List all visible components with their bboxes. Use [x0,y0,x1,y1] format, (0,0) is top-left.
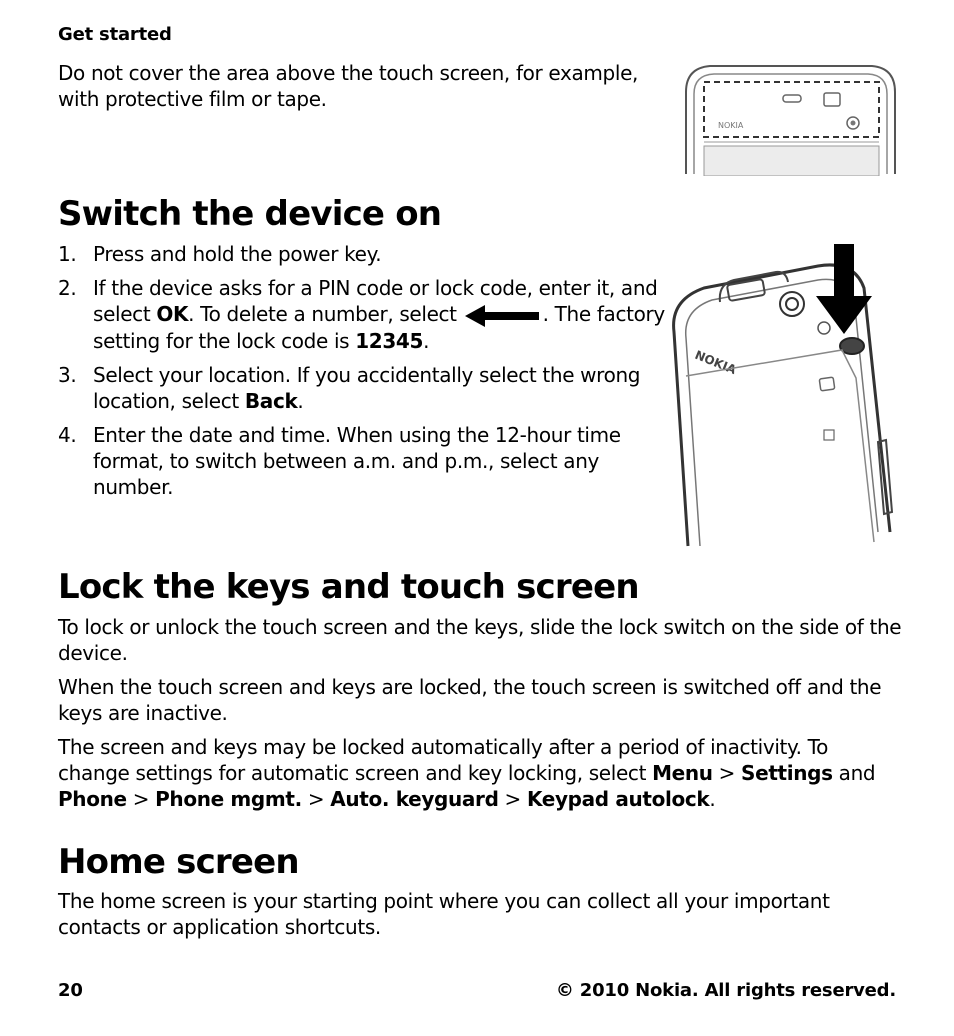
menu-path-keypad-autolock: Keypad autolock [526,787,710,811]
paragraph-text: . [709,787,716,811]
phone-top-illustration [684,62,898,176]
menu-path-auto-keyguard: Auto. keyguard [330,787,499,811]
path-separator: > [132,787,150,811]
path-separator: > [504,787,521,811]
step-number: 3. [58,362,77,387]
step-number: 4. [58,422,77,447]
step-number: 1. [58,242,77,266]
heading-home-screen: Home screen [58,842,299,882]
nokia-logo-small: NOKIA [718,121,744,130]
menu-path-settings: Settings [741,761,833,785]
step-text: Enter the date and time. When using the 12-hour time format, to switch between a.m. and p.m., select any number. [93,422,621,499]
menu-path-menu: Menu [652,761,713,785]
home-paragraph: The home screen is your starting point where you can collect all your important contacts or application shortcuts. [58,889,830,939]
step-text: . The factory setting for the lock code is [93,302,665,353]
step-text: If the device asks for a PIN code or lock code, enter it, and select [93,276,658,326]
switch-on-steps [58,241,668,508]
paragraph-text: The screen and keys may be locked automatically after a period of inactivity. To change settings for automatic screen and key locking, select [58,735,829,785]
lock-paragraph-3 [58,734,903,812]
step-text: . To delete a number, select [188,302,463,326]
lock-code-value: 12345 [355,328,424,353]
backspace-arrow-icon [465,304,541,328]
menu-path-phone-mgmt: Phone mgmt. [155,787,302,811]
step-text: . [423,328,430,353]
lock-paragraph-1: To lock or unlock the touch screen and the keys, slide the lock switch on the side of the device. [58,615,902,665]
paragraph-text: and [832,761,876,785]
step-text: . [297,388,304,413]
step-text: Press and hold the power key. [93,242,382,266]
step-4 [58,422,668,500]
step-3 [58,362,668,414]
nokia-logo: NOKIA [692,347,739,378]
back-softkey-label: Back [244,388,298,413]
step-text: Select your location. If you accidentally select the wrong location, select [93,362,641,413]
running-header: Get started [58,24,172,45]
path-separator: > [718,761,736,785]
path-separator: > [307,787,325,811]
heading-switch-on: Switch the device on [58,194,442,234]
page-number: 20 [58,980,83,1001]
lock-section [58,614,903,820]
phone-power-key-illustration [668,242,896,548]
copyright-notice: © 2010 Nokia. All rights reserved. [555,980,896,1001]
step-1 [58,241,668,267]
ok-softkey-label: OK [156,302,189,326]
heading-lock-keys: Lock the keys and touch screen [58,567,639,607]
lock-paragraph-2: When the touch screen and keys are locked, the touch screen is switched off and the keys are inactive. [58,675,882,725]
step-2 [58,275,668,354]
step-number: 2. [58,276,77,300]
menu-path-phone: Phone [58,787,127,811]
intro-paragraph: Do not cover the area above the touch screen, for example, with protective film or tape. [58,61,639,111]
